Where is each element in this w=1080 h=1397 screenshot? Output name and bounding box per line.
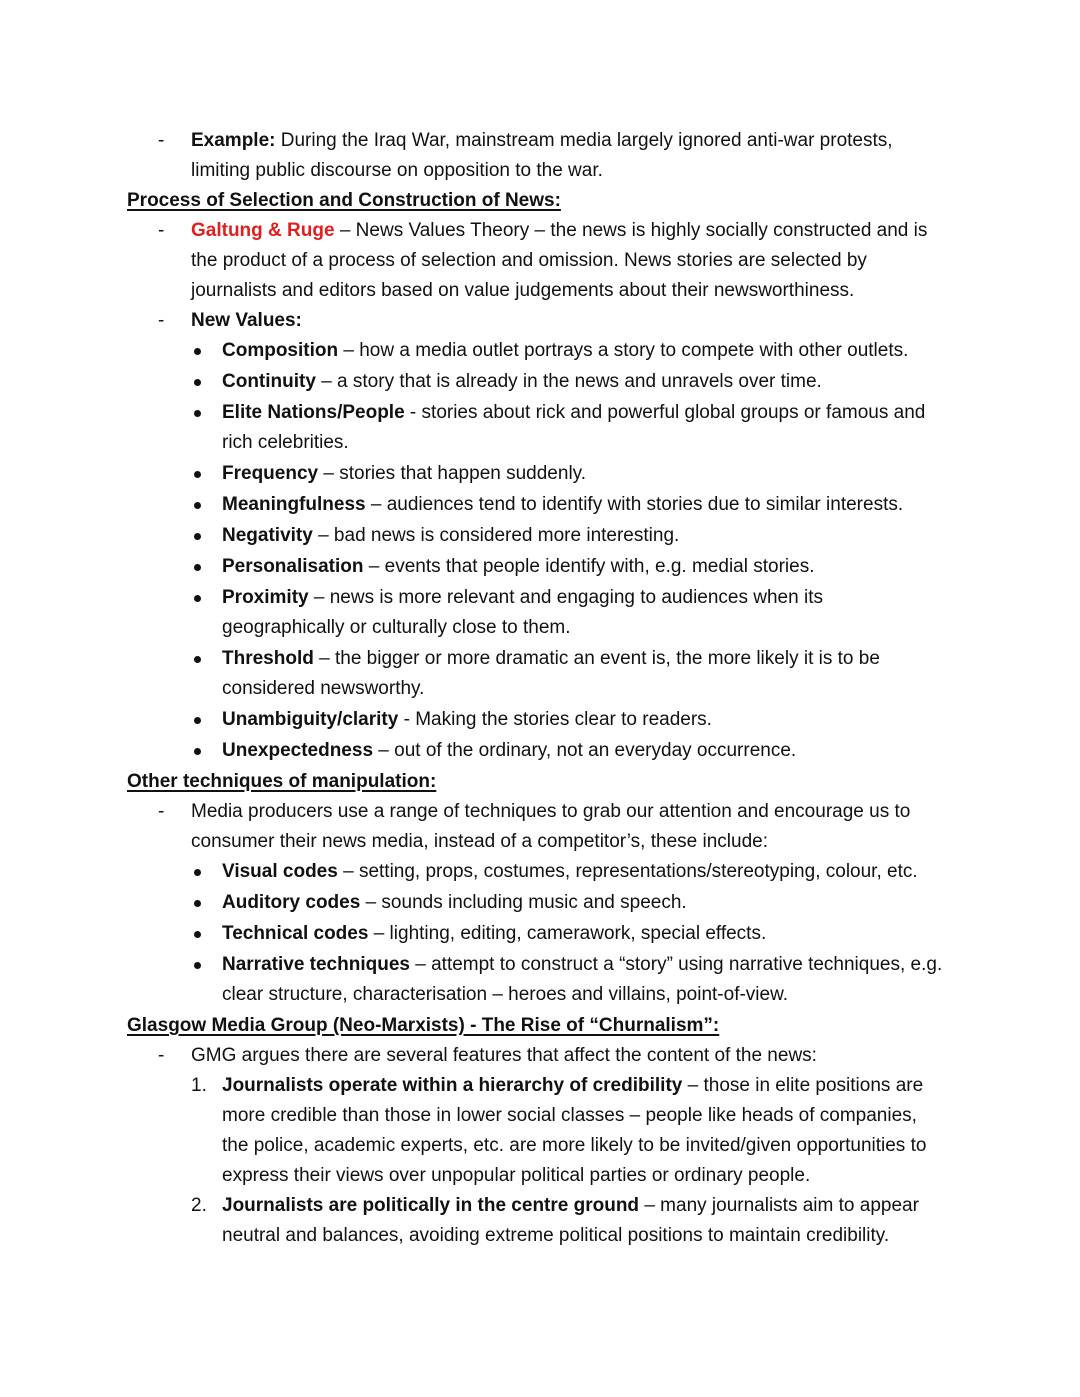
list-item xyxy=(0,490,1080,520)
list-item xyxy=(0,919,1080,949)
value-text: – news is more relevant and engaging to audiences when its geographically or culturally close to them. xyxy=(222,587,823,638)
list-item xyxy=(0,857,1080,887)
list-item xyxy=(0,1071,1080,1191)
heading-glasgow-media-group: Glasgow Media Group (Neo-Marxists) - The Rise of “Churnalism”: xyxy=(127,1015,720,1036)
list-item xyxy=(0,950,1080,1010)
new-values-label: New Values: xyxy=(191,310,302,331)
feature-term: Journalists operate within a hierarchy of credibility xyxy=(222,1075,683,1096)
value-text: – audiences tend to identify with stories due to similar interests. xyxy=(365,494,904,515)
value-term: Proximity xyxy=(222,587,309,608)
value-term: Composition xyxy=(222,340,339,361)
value-term: Meaningfulness xyxy=(222,494,366,515)
value-text: - stories about rick and powerful global groups or famous and rich celebrities. xyxy=(222,402,926,453)
value-term: Elite Nations/People xyxy=(222,402,405,423)
value-term: Continuity xyxy=(222,371,316,392)
value-term: Frequency xyxy=(222,463,319,484)
value-term: Negativity xyxy=(222,525,313,546)
list-item xyxy=(0,644,1080,704)
code-text: – sounds including music and speech. xyxy=(360,892,687,913)
value-text: – events that people identify with, e.g. medial stories. xyxy=(363,556,815,577)
news-values-list xyxy=(0,336,1080,766)
heading-selection-construction: Process of Selection and Construction of News: xyxy=(127,190,561,211)
code-term: Auditory codes xyxy=(222,892,361,913)
value-term: Unexpectedness xyxy=(222,740,374,761)
list-number: 2. xyxy=(191,1195,207,1216)
code-term: Visual codes xyxy=(222,861,338,882)
code-text: – setting, props, costumes, representations/stereotyping, colour, etc. xyxy=(337,861,918,882)
list-item xyxy=(0,705,1080,735)
value-text: – the bigger or more dramatic an event is, the more likely it is to be considered newsworthy. xyxy=(222,648,880,699)
list-item xyxy=(0,736,1080,766)
value-term: Threshold xyxy=(222,648,314,669)
document-page xyxy=(0,126,1080,1251)
galtung-ruge-text: – News Values Theory – the news is highly socially constructed and is the product of a process of selection and omission. News stories are selected by journalists and editors based on value judgements about their newsworthiness. xyxy=(191,220,928,301)
code-term: Narrative techniques xyxy=(222,954,410,975)
code-text: – lighting, editing, camerawork, special effects. xyxy=(368,923,767,944)
feature-term: Journalists are politically in the centre ground xyxy=(222,1195,640,1216)
new-values-label-item xyxy=(0,306,1080,336)
list-number: 1. xyxy=(191,1075,207,1096)
list-item xyxy=(0,583,1080,643)
list-item xyxy=(0,888,1080,918)
codes-list xyxy=(0,857,1080,1010)
value-text: – out of the ordinary, not an everyday occurrence. xyxy=(373,740,797,761)
value-text: – bad news is considered more interesting. xyxy=(312,525,680,546)
galtung-ruge-item xyxy=(0,216,1080,306)
value-term: Personalisation xyxy=(222,556,364,577)
gmg-features-list xyxy=(0,1071,1080,1251)
code-text: – attempt to construct a “story” using narrative techniques, e.g. clear structure, characterisation – heroes and villains, point-of-view. xyxy=(222,954,943,1005)
value-text: – stories that happen suddenly. xyxy=(318,463,587,484)
value-text: - Making the stories clear to readers. xyxy=(398,709,712,730)
feature-text: – those in elite positions are more credible than those in lower social classes – people like heads of companies, the police, academic experts, etc. are more likely to be invited/given opportunities to express their views over unpopular political parties or ordinary people. xyxy=(222,1075,927,1186)
example-label: Example: xyxy=(191,130,276,151)
example-text: During the Iraq War, mainstream media largely ignored anti-war protests, limiting public discourse on opposition to the war. xyxy=(191,130,893,181)
value-text: – a story that is already in the news and unravels over time. xyxy=(315,371,822,392)
list-item xyxy=(0,1191,1080,1251)
value-term: Unambiguity/clarity xyxy=(222,709,399,730)
list-item xyxy=(0,398,1080,458)
galtung-ruge-name: Galtung & Ruge xyxy=(191,220,335,241)
list-item xyxy=(0,367,1080,397)
value-text: – how a media outlet portrays a story to compete with other outlets. xyxy=(338,340,909,361)
iraq-war-example xyxy=(0,126,1080,186)
heading-manipulation-techniques: Other techniques of manipulation: xyxy=(127,771,437,792)
gmg-intro: - GMG argues there are several features that affect the content of the news: xyxy=(0,1041,1080,1071)
list-item xyxy=(0,521,1080,551)
list-item xyxy=(0,459,1080,489)
list-item xyxy=(0,336,1080,366)
code-term: Technical codes xyxy=(222,923,369,944)
feature-text: – many journalists aim to appear neutral and balances, avoiding extreme political positions to maintain credibility. xyxy=(222,1195,919,1246)
manipulation-intro: - Media producers use a range of techniques to grab our attention and encourage us to consumer their news media, instead of a competitor’s, these include: xyxy=(0,797,1080,857)
list-item xyxy=(0,552,1080,582)
